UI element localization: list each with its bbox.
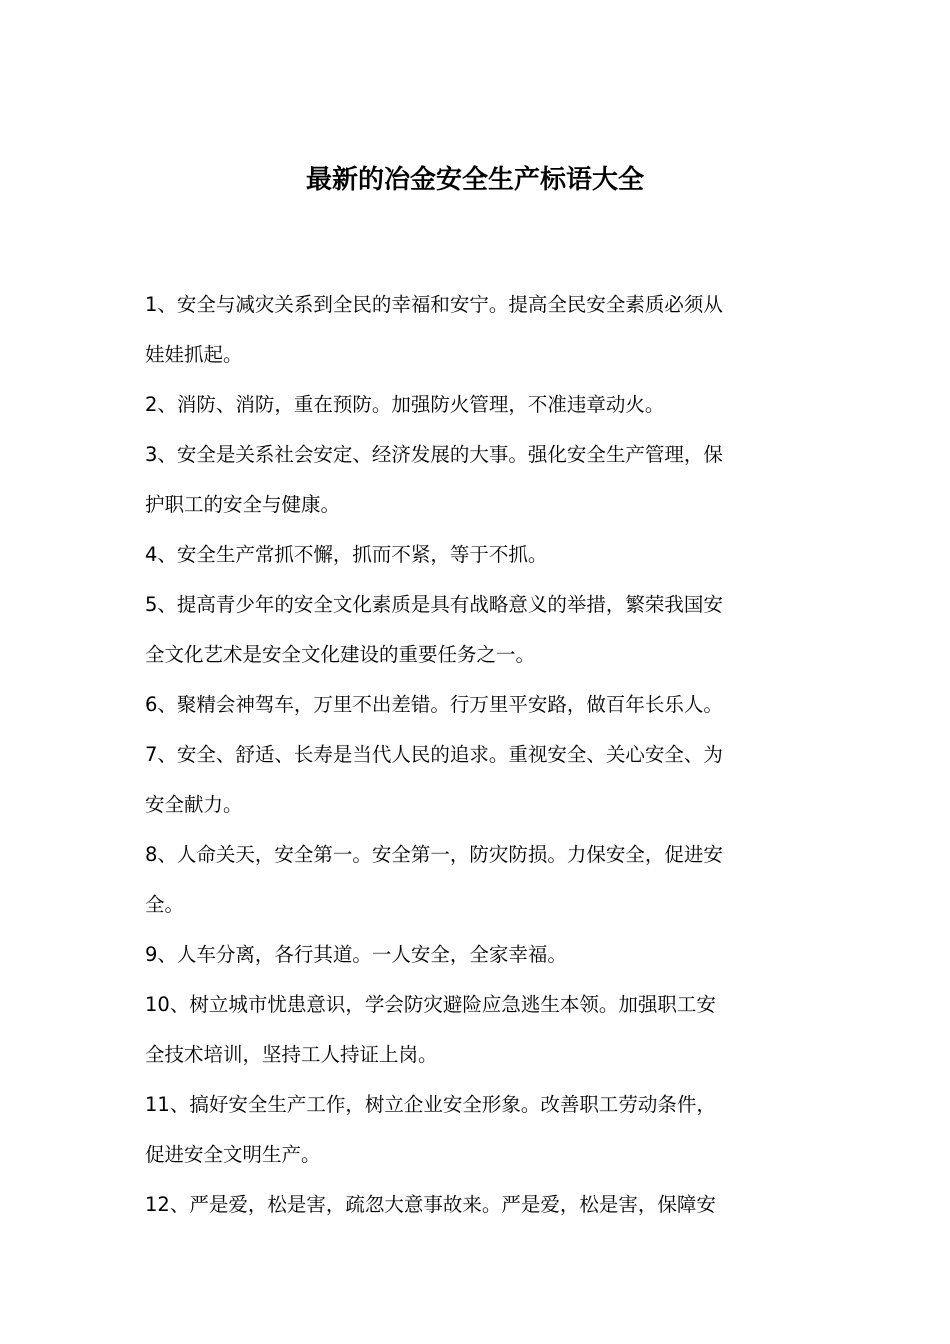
- text-line: 全技术培训，坚持工人持证上岗。: [145, 1043, 438, 1066]
- text-line: 安全献力。: [145, 793, 243, 816]
- slogan-item-9: [145, 930, 813, 980]
- text-line: 11、搞好安全生产工作，树立企业安全形象。改善职工劳动条件，: [145, 1093, 716, 1116]
- slogan-item-3: [145, 430, 813, 530]
- text-line: 全文化艺术是安全文化建设的重要任务之一。: [145, 643, 536, 666]
- text-line: 9、人车分离，各行其道。一人安全，全家幸福。: [145, 943, 567, 966]
- text-line: 娃娃抓起。: [145, 343, 243, 366]
- text-line: 12、严是爱，松是害，疏忽大意事故来。严是爱，松是害，保障安: [145, 1193, 716, 1216]
- document-title: 最新的冶金安全生产标语大全: [305, 165, 644, 195]
- text-line: 促进安全文明生产。: [145, 1143, 321, 1166]
- slogan-list: [145, 280, 813, 1230]
- text-line: 10、树立城市忧患意识，学会防灾避险应急逃生本领。加强职工安: [145, 993, 716, 1016]
- text-line: 4、安全生产常抓不懈，抓而不紧，等于不抓。: [145, 543, 548, 566]
- text-line: 8、人命关天，安全第一。安全第一，防灾防损。力保安全，促进安: [145, 843, 723, 866]
- text-line: 5、提高青少年的安全文化素质是具有战略意义的举措，繁荣我国安: [145, 593, 723, 616]
- slogan-item-2: [145, 380, 813, 430]
- text-line: 全。: [145, 893, 185, 916]
- slogan-item-12: [145, 1180, 813, 1230]
- slogan-item-1: [145, 280, 813, 380]
- text-line: 3、安全是关系社会安定、经济发展的大事。强化安全生产管理，保: [145, 443, 723, 466]
- slogan-item-8: [145, 830, 813, 930]
- slogan-item-6: [145, 680, 813, 730]
- text-line: 2、消防、消防，重在预防。加强防火管理，不准违章动火。: [145, 393, 665, 416]
- text-line: 7、安全、舒适、长寿是当代人民的追求。重视安全、关心安全、为: [145, 743, 723, 766]
- slogan-item-7: [145, 730, 813, 830]
- text-line: 护职工的安全与健康。: [145, 493, 341, 516]
- slogan-item-5: [145, 580, 813, 680]
- slogan-item-10: [145, 980, 813, 1080]
- slogan-item-4: [145, 530, 813, 580]
- text-line: 6、聚精会神驾车，万里不出差错。行万里平安路，做百年长乐人。: [145, 693, 723, 716]
- slogan-item-11: [145, 1080, 813, 1180]
- text-line: 1、安全与减灾关系到全民的幸福和安宁。提高全民安全素质必须从: [145, 293, 723, 316]
